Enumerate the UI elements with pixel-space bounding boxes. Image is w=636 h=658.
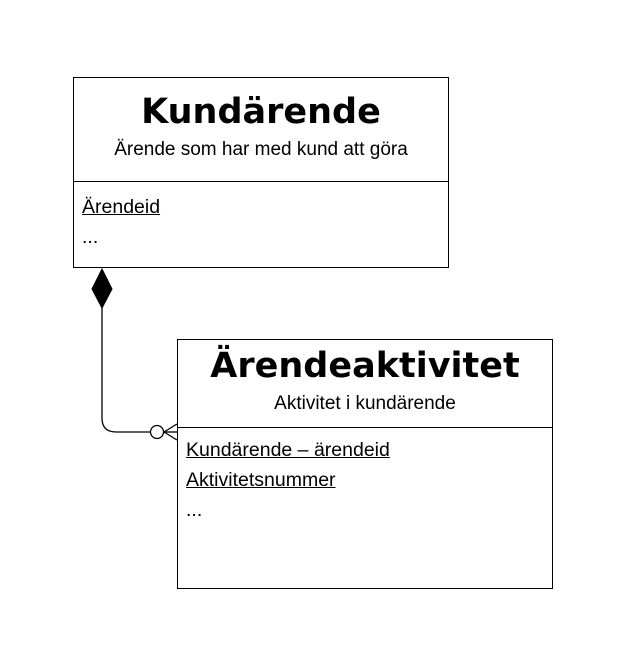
attribute-list xyxy=(74,182,448,252)
zero-optional-circle-icon xyxy=(151,426,164,439)
attribute-ellipsis: ... xyxy=(82,226,99,248)
entity-title: Ärendeaktivitet xyxy=(210,346,520,386)
attribute-primary-key: Ärendeid xyxy=(82,196,161,218)
entity-kundarende xyxy=(73,77,449,268)
attribute-primary-key: Kundärende – ärendeid xyxy=(186,439,390,461)
crows-foot-many-icon xyxy=(164,424,177,440)
entity-arendeaktivitet xyxy=(177,339,553,589)
entity-header xyxy=(178,340,552,428)
entity-title: Kundärende xyxy=(141,92,381,132)
attribute-ellipsis: ... xyxy=(186,499,203,521)
composition-diamond-icon xyxy=(92,269,112,308)
entity-description: Aktivitet i kundärende xyxy=(274,393,456,414)
attribute-list xyxy=(178,428,552,525)
entity-description: Ärende som har med kund att göra xyxy=(114,139,408,160)
relationship-line xyxy=(102,305,150,432)
entity-header xyxy=(74,78,448,182)
attribute-primary-key: Aktivitetsnummer xyxy=(186,469,336,491)
